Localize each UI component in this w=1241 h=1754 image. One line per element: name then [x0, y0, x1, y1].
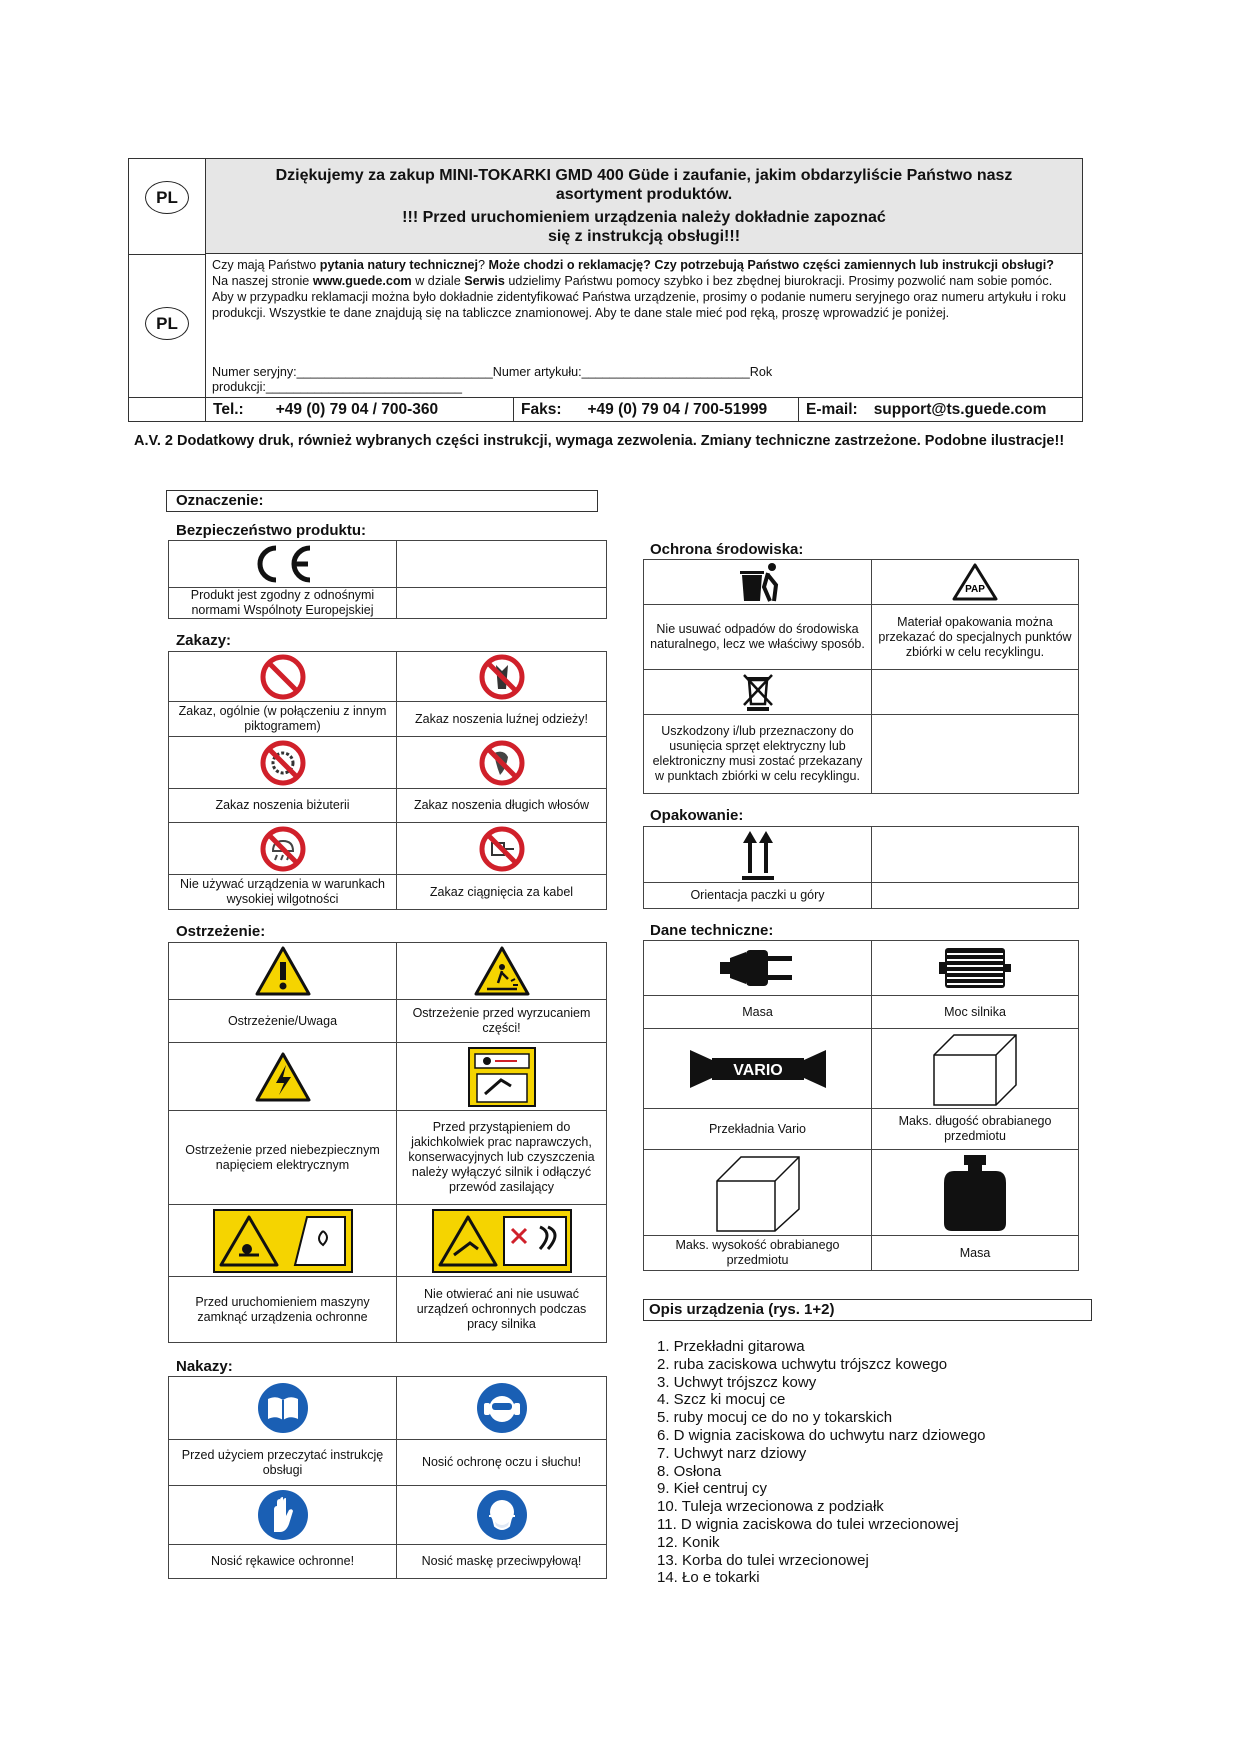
motor-power-icon [872, 941, 1079, 996]
list-item: 12. Konik [657, 1533, 720, 1551]
list-item: 7. Uchwyt narz dziowy [657, 1444, 807, 1462]
warning-line-2: się z instrukcją obsługi!!! [547, 228, 741, 245]
gloves-icon [169, 1486, 397, 1545]
warnings-table [168, 942, 607, 1343]
warning-label: Ostrzeżenie przed niebezpiecznym napięciem elektrycznym [169, 1111, 397, 1205]
orders-table [168, 1376, 607, 1579]
list-item: 11. D wignia zaciskowa do tulei wrzecionowej [657, 1515, 959, 1533]
pap-label: PAP [965, 584, 985, 595]
weight-icon [872, 1150, 1079, 1236]
technical-label: Moc silnika [872, 996, 1079, 1029]
technical-label: Maks. wysokość obrabianego przedmiotu [644, 1236, 872, 1271]
section-orders: Nakazy: [176, 1358, 233, 1375]
dust-mask-icon [397, 1486, 607, 1545]
thanks-banner [206, 159, 1082, 254]
thanks-line-1: Dziękujemy za zakup MINI-TOKARKI GMD 400 Güde i zaufanie, jakim obdarzyliście Państwo nasz [275, 167, 1013, 184]
eye-ear-protection-icon [397, 1377, 607, 1440]
support-info [212, 257, 1074, 321]
technical-label: Maks. długość obrabianego przedmiotu [872, 1109, 1079, 1150]
order-label: Nosić ochronę oczu i słuchu! [397, 1440, 607, 1486]
ban-label: Zakaz, ogólnie (w połączeniu z innym piktogramem) [169, 702, 397, 737]
section-packaging: Opakowanie: [650, 807, 744, 824]
list-item: 14. Ło e tokarki [657, 1569, 760, 1587]
environment-label: Nie usuwać odpadów do środowiska naturalnego, lecz we właściwy sposób. [644, 605, 872, 670]
ban-label: Zakaz noszenia długich włosów [397, 789, 607, 823]
list-item: 3. Uchwyt trójszcz kowy [657, 1373, 817, 1391]
no-loose-clothing-icon [397, 652, 607, 702]
environment-label: Uszkodzony i/lub przeznaczony do usunięcia sprzęt elektryczny lub elektroniczny musi zostać przekazany w punktach zbiórki w celu recyklingu. [644, 715, 872, 794]
no-long-hair-icon [397, 737, 607, 789]
header-table [128, 158, 1083, 422]
contact-row [206, 397, 1082, 422]
section-technical: Dane techniczne: [650, 922, 774, 939]
serial-number-fields [212, 365, 772, 395]
email-cell: E-mail: support@ts.guede.com [806, 401, 1047, 418]
vario-gear-icon [644, 1029, 872, 1109]
electric-voltage-icon [169, 1043, 397, 1111]
max-length-box-icon [872, 1029, 1079, 1109]
bans-table [168, 651, 607, 910]
description-header: Opis urządzenia (rys. 1+2) [643, 1299, 1092, 1321]
safety-table [168, 540, 607, 619]
website-paragraph: Na naszej stronie www.guede.com w dziale Serwis udzielimy Państwu pomocy szybko i bez zbędnej biurokracji. Prosimy pozwolić nam sobie pomóc. Aby w przypadku reklamacji można było dokładnie zidentyfikować Państwa urządzenie, prosimy o podanie numeru seryjnego oraz numeru artykułu i roku produkcji. Wszystkie te dane znajdują się na tabliczce znamionowej. Aby te dane stale mieć pod ręką, proszę wprowadzić je poniżej. [212, 274, 1067, 320]
warning-general-icon [169, 943, 397, 1000]
ce-mark-icon [169, 541, 397, 588]
this-way-up-icon [644, 827, 872, 883]
email-link[interactable]: support@ts.guede.com [873, 401, 1047, 418]
list-item: 4. Szcz ki mocuj ce [657, 1391, 786, 1409]
technical-table [643, 940, 1079, 1271]
designation-header: Oznaczenie: [166, 490, 598, 512]
list-item: 10. Tuleja wrzecionowa z podziałk [657, 1498, 884, 1516]
section-warnings: Ostrzeżenie: [176, 923, 266, 940]
language-badge: PL [145, 181, 189, 214]
no-cable-pull-icon [397, 823, 607, 875]
section-bans: Zakazy: [176, 632, 232, 649]
copyright-note: A.V. 2 Dodatkowy druk, również wybranych części instrukcji, wymaga zezwolenia. Zmiany techniczne zastrzeżone. Podobne ilustracje!! [134, 433, 1065, 449]
proper-disposal-icon [644, 560, 872, 605]
warning-line-1: !!! Przed uruchomieniem urządzenia należy dokładnie zapoznać [402, 209, 886, 226]
technical-label: Masa [644, 996, 872, 1029]
no-jewelry-icon [169, 737, 397, 789]
list-item: 8. Osłona [657, 1462, 722, 1480]
list-item: 9. Kieł centruj cy [657, 1480, 768, 1498]
mass-plug-icon [644, 941, 872, 996]
list-item: 5. ruby mocuj ce do no y tokarskich [657, 1409, 893, 1427]
phone-cell: Tel.: +49 (0) 79 04 / 700-360 [206, 398, 514, 422]
serial-line-1: Numer seryjny:____________________________Numer artykułu:________________________Rok [212, 365, 773, 379]
ban-label: Zakaz noszenia biżuterii [169, 789, 397, 823]
list-item: 6. D wignia zaciskowa do uchwytu narz dziowego [657, 1426, 986, 1444]
max-height-box-icon [644, 1150, 872, 1236]
order-label: Nosić maskę przeciwpyłową! [397, 1545, 607, 1579]
order-label: Nosić rękawice ochronne! [169, 1545, 397, 1579]
list-item: 13. Korba do tulei wrzecionowej [657, 1551, 869, 1569]
vario-label: VARIO [732, 1061, 783, 1079]
section-environment: Ochrona środowiska: [650, 541, 804, 558]
warning-label: Przed uruchomieniem maszyny zamknąć urządzenia ochronne [169, 1277, 397, 1343]
description-list [657, 1338, 986, 1587]
ban-label: Zakaz ciągnięcia za kabel [397, 875, 607, 910]
fax-cell: Faks: +49 (0) 79 04 / 700-51999 [514, 398, 799, 422]
language-badge-2: PL [145, 307, 189, 340]
warning-label: Ostrzeżenie/Uwaga [169, 1000, 397, 1043]
read-manual-icon [169, 1377, 397, 1440]
website-link[interactable]: www.guede.com [312, 274, 412, 288]
list-item: 1. Przekładni gitarowa [657, 1338, 805, 1355]
disconnect-before-maintenance-icon [397, 1043, 607, 1111]
list-item: 2. ruba zaciskowa uchwytu trójszcz kowego [657, 1355, 948, 1373]
warning-label: Przed przystąpieniem do jakichkolwiek prac naprawczych, konserwacyjnych lub czyszczenia należy wyłączyć silnik i odłączyć przewód zasilający [397, 1111, 607, 1205]
weee-bin-icon [644, 670, 872, 715]
pap-recycling-icon [872, 560, 1079, 605]
warning-label: Nie otwierać ani nie usuwać urządzeń ochronnych podczas pracy silnika [397, 1277, 607, 1343]
technical-label: Masa [872, 1236, 1079, 1271]
packaging-label: Orientacja paczki u góry [644, 883, 872, 909]
questions-paragraph: Czy mają Państwo pytania natury technicznej? Może chodzi o reklamację? Czy potrzebują Państwo części zamiennych lub instrukcji obsługi? [212, 258, 1054, 272]
thanks-line-2: asortyment produktów. [555, 186, 733, 203]
serial-line-2: produkcji:____________________________ [212, 380, 463, 394]
packaging-table [643, 826, 1079, 909]
prohibition-general-icon [169, 652, 397, 702]
do-not-remove-guards-icon [397, 1205, 607, 1277]
close-guards-icon [169, 1205, 397, 1277]
order-label: Przed użyciem przeczytać instrukcję obsługi [169, 1440, 397, 1486]
ban-label: Zakaz noszenia luźnej odzieży! [397, 702, 607, 737]
ban-label: Nie używać urządzenia w warunkach wysokiej wilgotności [169, 875, 397, 910]
environment-table [643, 559, 1079, 794]
technical-label: Przekładnia Vario [644, 1109, 872, 1150]
flying-parts-warning-icon [397, 943, 607, 1000]
environment-label: Materiał opakowania można przekazać do specjalnych punktów zbiórki w celu recyklingu. [872, 605, 1079, 670]
warning-label: Ostrzeżenie przed wyrzucaniem części! [397, 1000, 607, 1043]
section-safety: Bezpieczeństwo produktu: [176, 522, 367, 539]
ce-text: Produkt jest zgodny z odnośnymi normami Wspólnoty Europejskiej [169, 588, 397, 619]
no-humidity-icon [169, 823, 397, 875]
